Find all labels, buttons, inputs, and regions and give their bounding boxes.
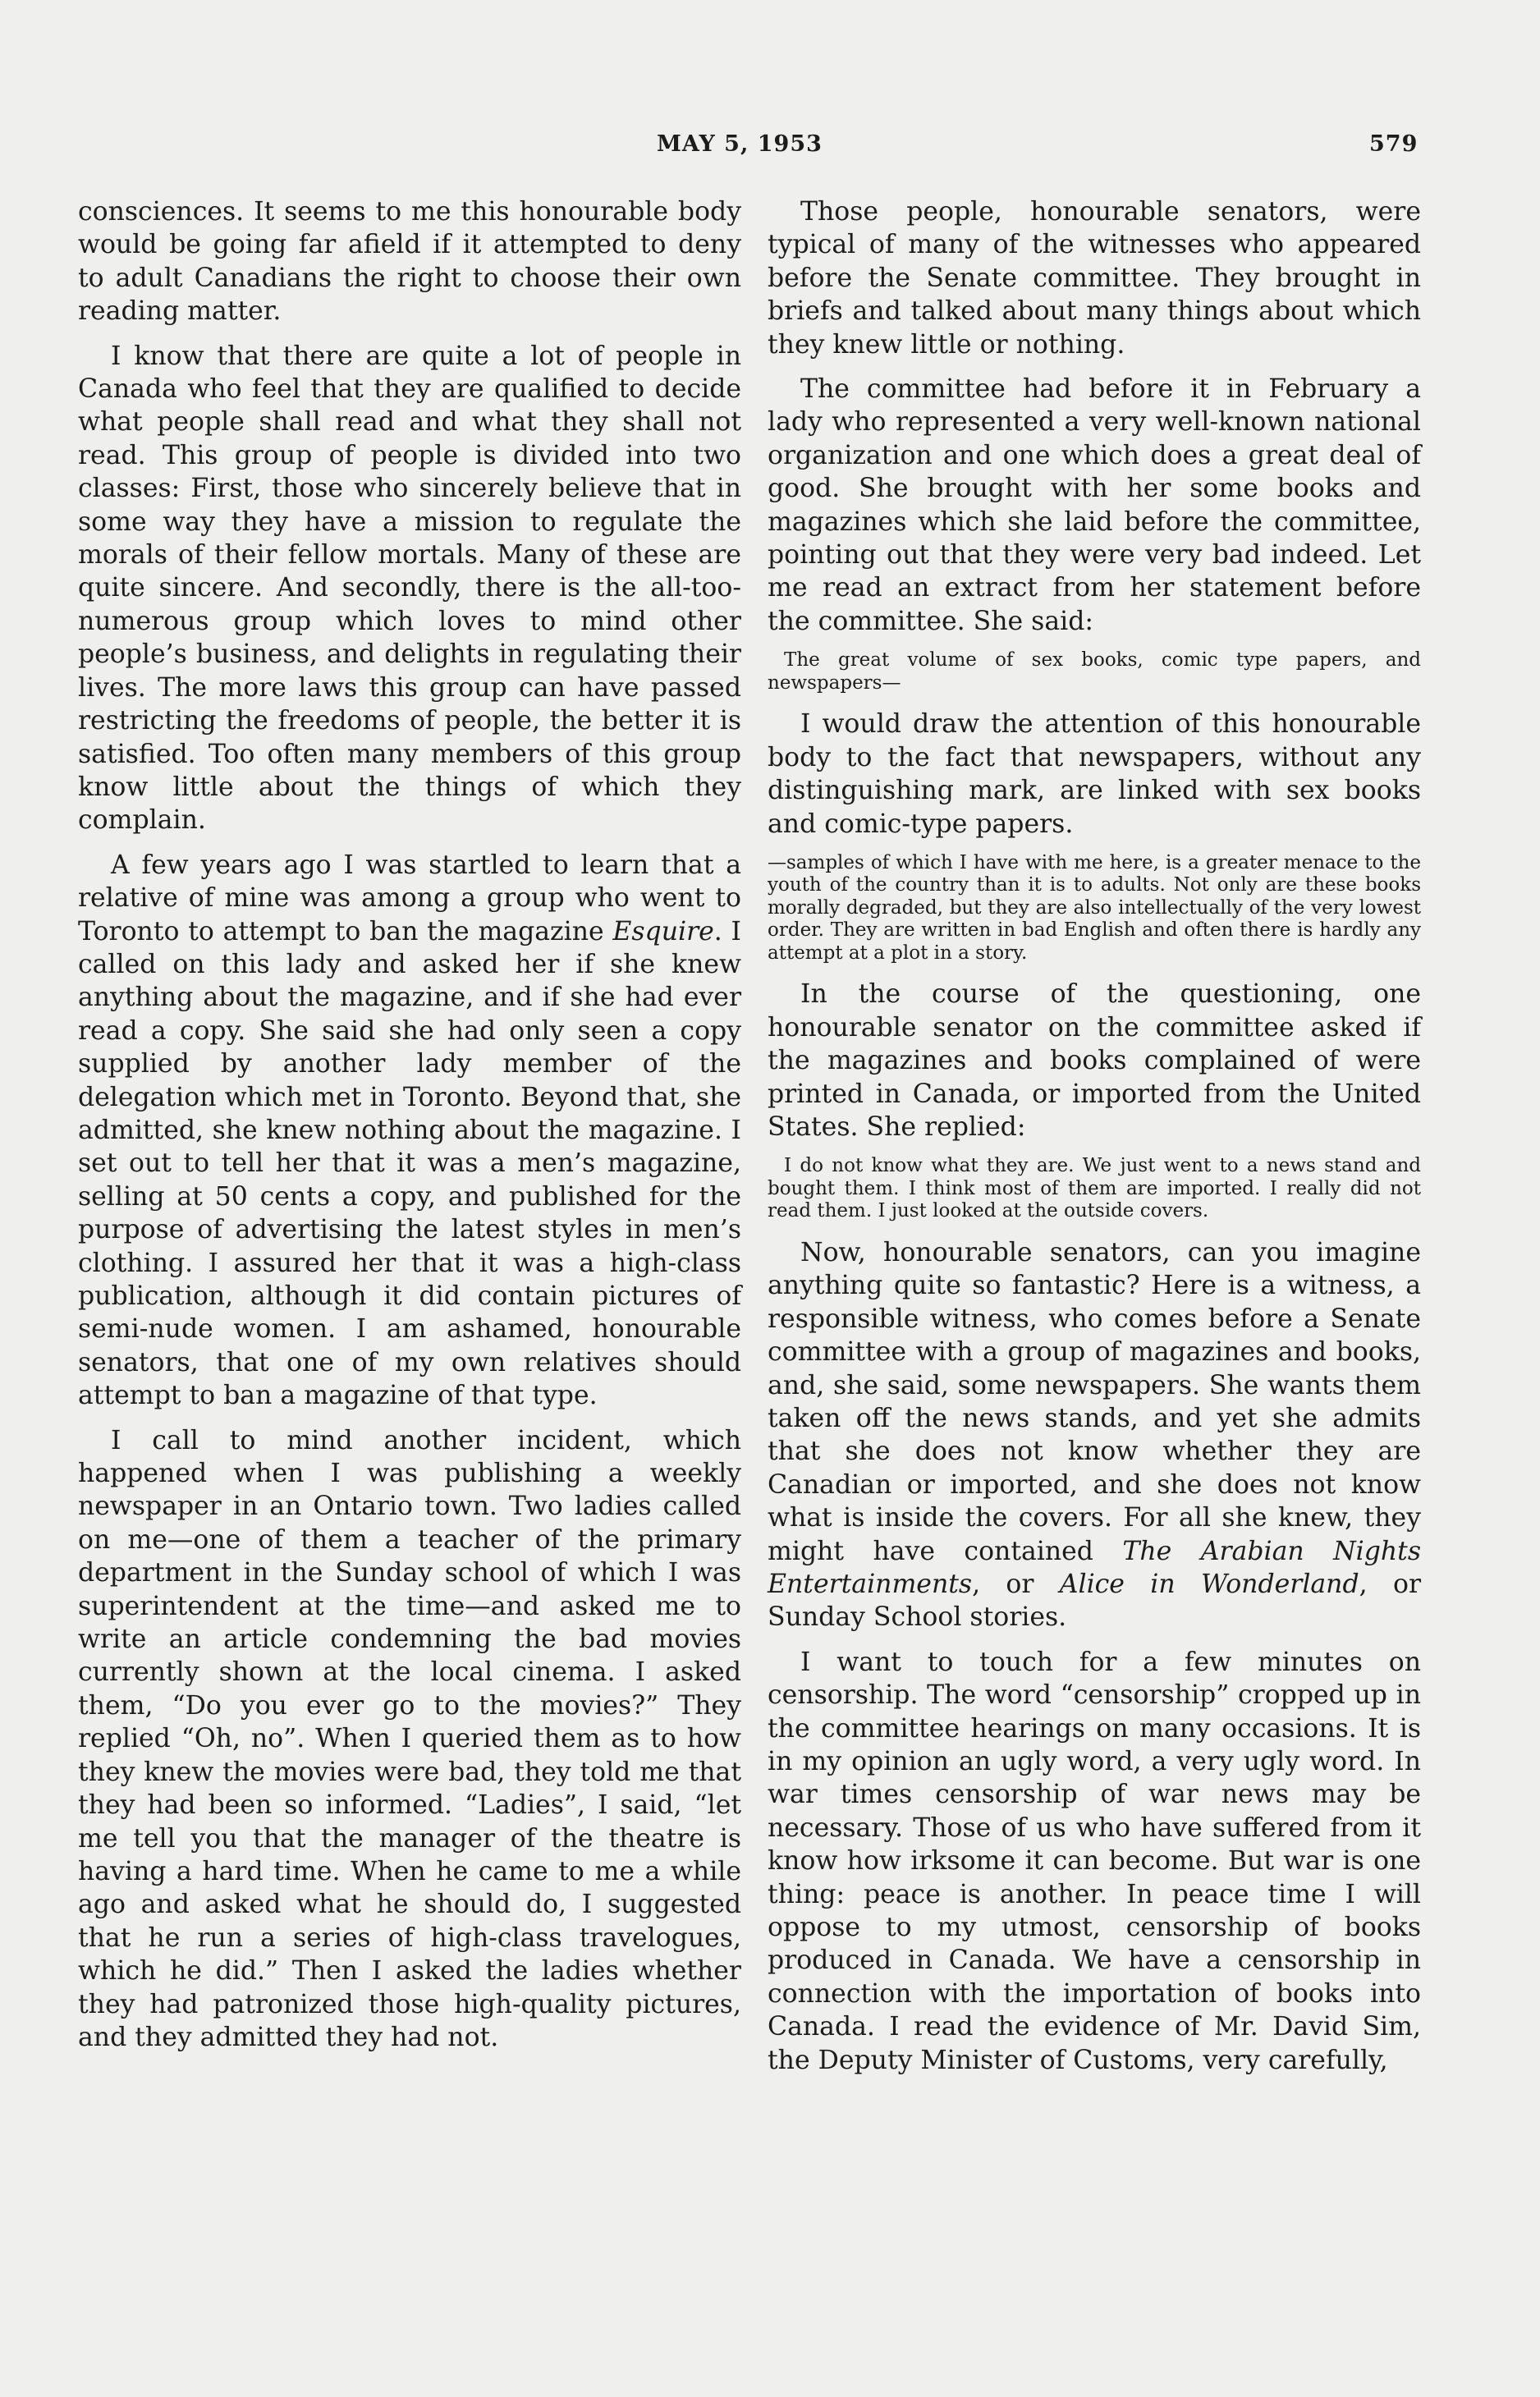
left-paragraph-3-text-b: . I called on this lady and asked her if she knew anything about the magazine, and if she had ever read a copy. She said she had only seen a copy supplied by another lady member of the delegation which met in Toronto. Beyond that, she admitted, she knew nothing about the magazine. I set out to tell her that it was a men’s magazine, selling at 50 cents a copy, and published for the purpose of advertising the latest styles in men’s clothing. I assured her that it was a high-class publication, although it did contain pictures of semi-nude women. I am ashamed, honourable senators, that one of my own relatives should attempt to ban a magazine of that type. [78,916,741,1411]
quote-2: —samples of which I have with me here, is a greater menace to the youth of the country than it is to adults. Not only are these books morally degraded, but they are also intellectually of the very lowest order. They are written in bad English and often there is hardly any attempt at a plot in a story. [768,851,1421,964]
right-paragraph-5-text-b: , or [972,1570,1060,1599]
header-date: MAY 5, 1953 [657,131,823,157]
right-paragraph-3: I would draw the attention of this honourable body to the fact that newspapers, without any distinguishing mark, are linked with sex books and comic-type papers. [768,709,1421,839]
left-paragraph-2: I know that there are quite a lot of people in Canada who feel that they are qualified to decide what people shall read and what they shall not read. This group of people is divided into two classes: First, those who sincerely believe that in some way they have a mission to regulate the morals of their fellow mortals. Many of these are quite sincere. And secondly, there is the all-too-numerous group which loves to mind other people’s business, and delights in regulating their lives. The more laws this group can have passed restricting the freedoms of people, the better it is satisfied. Too often many members of this group know little about the things of which they complain. [78,341,741,836]
right-paragraph-2: The committee had before it in February a lady who represented a very well-known national organization and one which does a great deal of good. She brought with her some books and magazines which she laid before the committee, pointing out that they were very bad indeed. Let me read an extract from her statement before the committee. She said: [768,374,1421,636]
quote-1: The great volume of sex books, comic type papers, and newspapers— [768,649,1421,694]
right-paragraph-5 [768,1236,1421,1634]
magazine-title-esquire: Esquire [612,916,714,946]
left-column [78,195,741,2065]
left-paragraph-3 [78,849,741,1413]
quote-3: I do not know what they are. We just went to a news stand and bought them. I think most of them are imported. I really did not read them. I just looked at the outside covers. [768,1155,1421,1222]
right-paragraph-5-text-c: , or Sunday School stories. [768,1570,1422,1633]
book-title-arabian-nights: The Arabian Nights Entertainments [768,1536,1421,1599]
right-paragraph-1: Those people, honourable senators, were typical of many of the witnesses who appeared before the Senate committee. They brought in briefs and talked about many things about which they knew little or nothing. [768,197,1421,360]
left-paragraph-1: consciences. It seems to me this honourable body would be going far afield if it attempted to deny to adult Canadians the right to choose their own reading matter. [78,197,741,327]
left-paragraph-3-text-a: A few years ago I was startled to learn that a relative of mine was among a group who went to Toronto to attempt to ban the magazine [78,850,741,946]
page-number: 579 [1369,131,1419,157]
right-paragraph-5-text-a: Now, honourable senators, can you imagine anything quite so fantastic? Here is a witness, a responsible witness, who comes before a Senate committee with a group of magazines and books, and, she said, some newspapers. She wants them taken off the news stands, and yet she admits that she does not know whether they are Canadian or imported, and she does not know what is inside the covers. For all she knew, they might have contained [768,1237,1421,1566]
right-paragraph-6: I want to touch for a few minutes on censorship. The word “censorship” cropped up in the committee hearings on many occasions. It is in my opinion an ugly word, a very ugly word. In war times censorship of war news may be necessary. Those of us who have suffered from it know how irksome it can become. But war is one thing: peace is another. In peace time I will oppose to my utmost, censorship of books produced in Canada. We have a censorship in connection with the importation of books into Canada. I read the evidence of Mr. David Sim, the Deputy Minister of Customs, very carefully, [768,1647,1421,2075]
book-title-alice: Alice in Wonderland [1059,1570,1359,1599]
running-head [0,131,1540,164]
right-paragraph-4: In the course of the questioning, one honourable senator on the committee asked if the magazines and books complained of were printed in Canada, or imported from the United States. She replied: [768,979,1421,1143]
right-column [768,195,1421,2088]
left-paragraph-4: I call to mind another incident, which happened when I was publishing a weekly newspaper in an Ontario town. Two ladies called on me—one of them a teacher of the primary department in the Sunday school of which I was superintendent at the time—and asked me to write an article condemning the bad movies currently shown at the local cinema. I asked them, “Do you ever go to the movies?” They replied “Oh, no”. When I queried them as to how they knew the movies were bad, they told me that they had been so informed. “Ladies”, I said, “let me tell you that the manager of the theatre is having a hard time. When he came to me a while ago and asked what he should do, I suggested that he run a series of high-class travelogues, which he did.” Then I asked the ladies whether they had patronized those high-quality pictures, and they admitted they had not. [78,1425,741,2052]
